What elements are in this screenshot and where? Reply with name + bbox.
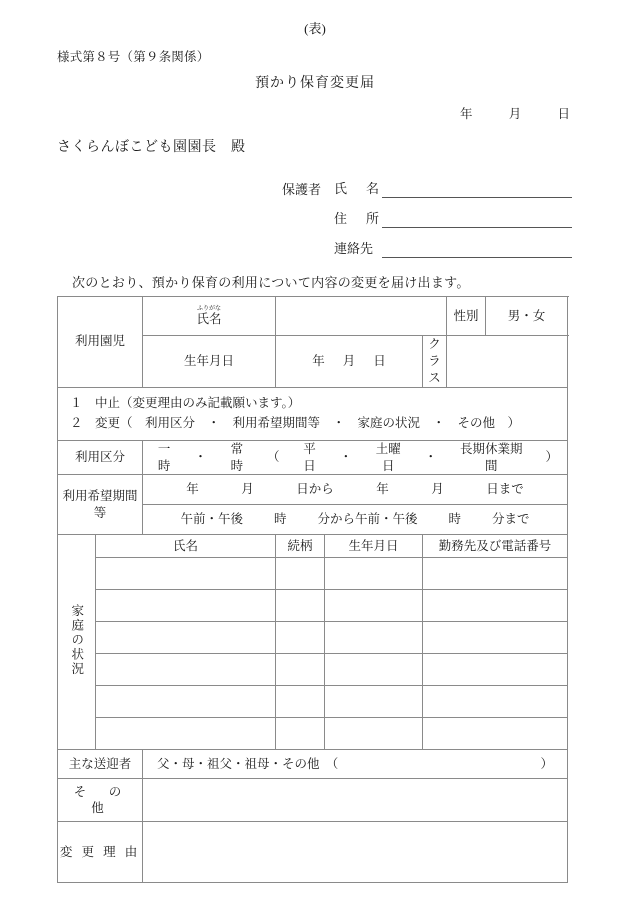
birth-month-label: 月 bbox=[342, 353, 356, 368]
family-cell-relation[interactable] bbox=[276, 590, 325, 622]
guardian-address-row bbox=[282, 198, 572, 228]
usage-sep-2: ・ bbox=[424, 450, 437, 465]
time-h1: 時 bbox=[274, 512, 287, 527]
time-m2: 分まで bbox=[492, 512, 530, 527]
desired-period-time-input[interactable] bbox=[143, 505, 568, 535]
document-title: 預かり保育変更届 bbox=[255, 76, 375, 91]
other-input[interactable] bbox=[143, 779, 568, 822]
pickup-label: 主な送迎者 bbox=[58, 750, 143, 779]
change-type-row bbox=[58, 387, 568, 440]
page-side-marker: (表) bbox=[304, 21, 326, 36]
period-m2: 月 bbox=[431, 482, 444, 497]
guardian-name-label: 氏 名 bbox=[334, 181, 383, 196]
family-col-work: 勤務先及び電話番号 bbox=[423, 535, 568, 558]
other-row bbox=[58, 779, 568, 822]
family-cell-name[interactable] bbox=[96, 718, 276, 750]
family-cell-birth[interactable] bbox=[325, 558, 423, 590]
usage-category-options[interactable] bbox=[143, 440, 568, 475]
family-cell-relation[interactable] bbox=[276, 622, 325, 654]
usage-opt-4[interactable]: 長期休業期間 bbox=[459, 441, 523, 473]
family-cell-work[interactable] bbox=[423, 654, 568, 686]
usage-paren-close: ） bbox=[545, 450, 559, 465]
desired-period-date-input[interactable] bbox=[143, 475, 568, 505]
child-name-label-cell bbox=[143, 297, 276, 336]
time-ampm1[interactable]: 午前・午後 bbox=[180, 512, 244, 527]
child-class-input[interactable] bbox=[447, 336, 568, 388]
family-cell-birth[interactable] bbox=[325, 686, 423, 718]
change-option-modify[interactable]: ２ 変更（ 利用区分 ・ 利用希望期間等 ・ 家庭の状況 ・ その他 ） bbox=[70, 415, 521, 430]
guardian-name-row bbox=[282, 168, 572, 198]
date-year-label: 年 bbox=[460, 107, 473, 121]
family-cell-birth[interactable] bbox=[325, 718, 423, 750]
family-cell-relation[interactable] bbox=[276, 718, 325, 750]
pickup-row bbox=[58, 750, 568, 779]
guardian-address-label: 住 所 bbox=[334, 211, 383, 226]
family-cell-work[interactable] bbox=[423, 558, 568, 590]
form-number: 様式第８号（第９条関係） bbox=[57, 50, 210, 64]
family-cell-relation[interactable] bbox=[276, 686, 325, 718]
guardian-contact-row bbox=[282, 228, 572, 258]
furigana-ruby: ふりがな bbox=[197, 305, 222, 312]
time-h2: 時 bbox=[448, 512, 462, 527]
other-label: そ の 他 bbox=[58, 779, 143, 822]
usage-opt-1[interactable]: 常時 bbox=[230, 441, 244, 473]
family-col-name: 氏名 bbox=[96, 535, 276, 558]
child-gender-options[interactable]: 男・女 bbox=[486, 297, 568, 336]
desired-period-label: 利用希望期間等 bbox=[58, 475, 143, 535]
period-m1: 月 bbox=[241, 482, 254, 497]
table-row bbox=[58, 718, 568, 750]
guardian-block bbox=[282, 168, 572, 258]
birth-day-label: 日 bbox=[373, 353, 386, 368]
date-day-label: 日 bbox=[557, 107, 570, 121]
lead-text: 次のとおり、預かり保育の利用について内容の変更を届け出ます。 bbox=[72, 275, 470, 290]
table-row bbox=[58, 558, 568, 590]
family-col-relation: 続柄 bbox=[276, 535, 325, 558]
child-section-label: 利用園児 bbox=[58, 297, 143, 388]
child-name-label: 氏名 bbox=[196, 311, 222, 326]
table-row bbox=[58, 590, 568, 622]
usage-category-label: 利用区分 bbox=[58, 440, 143, 475]
usage-opt-0[interactable]: 一時 bbox=[157, 441, 171, 473]
family-cell-name[interactable] bbox=[96, 622, 276, 654]
guardian-name-input[interactable] bbox=[382, 181, 572, 198]
child-name-input[interactable] bbox=[276, 297, 447, 336]
table-row bbox=[58, 654, 568, 686]
usage-opt-3[interactable]: 土曜日 bbox=[375, 441, 401, 473]
child-name-row bbox=[58, 297, 568, 336]
family-cell-birth[interactable] bbox=[325, 590, 423, 622]
family-cell-birth[interactable] bbox=[325, 622, 423, 654]
pickup-options[interactable] bbox=[143, 750, 568, 779]
family-header-row bbox=[58, 535, 568, 558]
family-col-birth: 生年月日 bbox=[325, 535, 423, 558]
usage-paren-open: （ bbox=[266, 450, 280, 465]
usage-opt-2[interactable]: 平日 bbox=[303, 441, 316, 473]
family-cell-relation[interactable] bbox=[276, 654, 325, 686]
family-cell-birth[interactable] bbox=[325, 654, 423, 686]
desired-period-date-row bbox=[58, 475, 568, 505]
table-row bbox=[58, 622, 568, 654]
table-row bbox=[58, 686, 568, 718]
guardian-contact-input[interactable] bbox=[382, 241, 572, 258]
date-month-label: 月 bbox=[508, 107, 522, 121]
family-cell-work[interactable] bbox=[423, 718, 568, 750]
usage-category-row bbox=[58, 440, 568, 475]
family-cell-name[interactable] bbox=[96, 590, 276, 622]
period-y1: 年 bbox=[186, 482, 199, 497]
family-cell-name[interactable] bbox=[96, 686, 276, 718]
family-cell-name[interactable] bbox=[96, 558, 276, 590]
guardian-address-input[interactable] bbox=[382, 211, 572, 228]
change-type-cell[interactable] bbox=[58, 387, 568, 440]
child-birth-label: 生年月日 bbox=[143, 336, 276, 388]
main-form-table bbox=[57, 296, 568, 883]
family-cell-work[interactable] bbox=[423, 686, 568, 718]
guardian-contact-label: 連絡先 bbox=[334, 241, 374, 256]
change-option-stop[interactable]: １ 中止（変更理由のみ記載願います。） bbox=[70, 396, 301, 411]
pickup-paren-close: ） bbox=[540, 756, 554, 771]
usage-sep-1: ・ bbox=[339, 450, 353, 465]
child-class-label: クラス bbox=[423, 336, 447, 388]
addressee: さくらんぼこども園園長 殿 bbox=[57, 140, 246, 155]
child-birth-input[interactable] bbox=[276, 336, 423, 388]
family-cell-name[interactable] bbox=[96, 654, 276, 686]
family-section-label: 家庭の状況 bbox=[58, 535, 96, 750]
period-d2: 日まで bbox=[486, 482, 524, 497]
reason-row bbox=[58, 822, 568, 883]
reason-label: 変 更 理 由 bbox=[58, 822, 143, 883]
family-cell-relation[interactable] bbox=[276, 558, 325, 590]
period-d1: 日から bbox=[296, 482, 334, 497]
pickup-options-text[interactable]: 父・母・祖父・祖母・その他 （ bbox=[157, 756, 339, 771]
usage-sep-0: ・ bbox=[194, 450, 207, 465]
reason-input[interactable] bbox=[143, 822, 568, 883]
period-y2: 年 bbox=[376, 482, 389, 497]
guardian-prefix-label: 保護者 bbox=[282, 182, 322, 197]
birth-year-label: 年 bbox=[312, 353, 325, 368]
submission-date-line bbox=[460, 104, 570, 122]
time-mid[interactable]: 分から午前・午後 bbox=[317, 512, 418, 527]
child-gender-label: 性別 bbox=[447, 297, 486, 336]
family-cell-work[interactable] bbox=[423, 590, 568, 622]
family-cell-work[interactable] bbox=[423, 622, 568, 654]
